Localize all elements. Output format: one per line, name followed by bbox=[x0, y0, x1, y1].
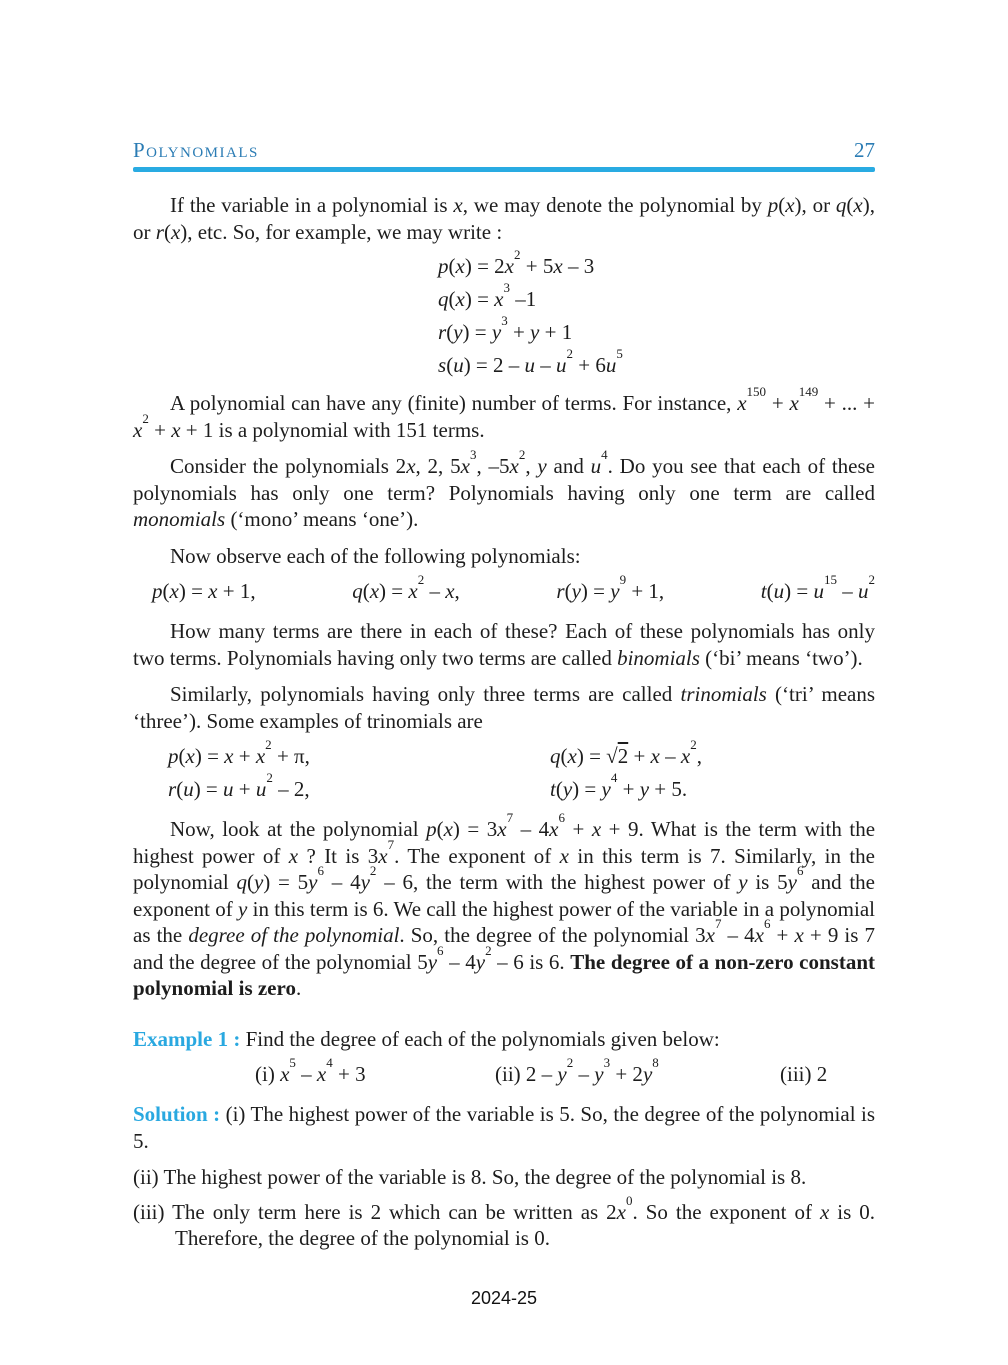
solution-paragraph-iii: (iii) The only term here is 2 which can be written as $2x^0$. So the exponent of x is 0. Therefore, the degree of the polynomial is 0. bbox=[133, 1192, 875, 1250]
equation-line: $q(x) = x^3$ –1 bbox=[438, 280, 537, 311]
trinomial-row bbox=[133, 770, 875, 806]
equation-row-binomials bbox=[133, 572, 875, 608]
body-paragraph-degree: Now, look at the polynomial $p(x) = 3x^7 - 4x^6 + x + 9$. What is the term with the highest power of x ? It is $3x^7$. The exponent of x in this term is 7. Similarly, in the polynomial $q(y) = 5y^6 - 4y^2 - 6$, the term with the highest power of y is $5y^6$ and the exponent of y in this term is 6. We call the highest power of the variable in a polynomial as the degree of the polynomial. So, the degree of the polynomial $3x^7 - 4x^6 + x + 9$ is 7 and the degree of the polynomial $5y^6 - 4y^2 - 6$ is 6. The degree of a non-zero constant polynomial is zero. bbox=[133, 810, 876, 1000]
example-items-row bbox=[133, 1055, 875, 1091]
body-paragraph-observe: Now observe each of the following polynomials: bbox=[170, 543, 581, 568]
solution-paragraph-ii: (ii) The highest power of the variable is 8. So, the degree of the polynomial is 8. bbox=[133, 1165, 807, 1189]
equation-item: $q(x) = x^2 - x$, bbox=[352, 572, 460, 603]
equation-line: $r(y) = y^3 + y + 1$ bbox=[438, 313, 573, 344]
solution-paragraph bbox=[133, 1101, 875, 1154]
session-year: 2024-25 bbox=[470, 1288, 538, 1308]
equation-line: $p(x) = 2x^2 + 5x - 3$ bbox=[438, 247, 595, 278]
body-paragraph-monomials: Consider the polynomials 2x, 2, $5x^3$, $-5x^2$, y and $u^4$. Do you see that each of these polynomials has only one term? Polynomials having only one term are called monomials (‘mono’ means ‘one’). bbox=[133, 447, 876, 531]
header-divider bbox=[133, 167, 875, 172]
trinomial-cell: $p(x) = x + x^2 + \pi$, bbox=[168, 737, 310, 768]
solution-text: (i) The highest power of the variable is 5. So, the degree of the polynomial is 5. bbox=[133, 1102, 875, 1153]
equation-item: $t(u) = u^{15} - u^2$ bbox=[760, 572, 875, 603]
trinomial-cell: $q(x) = √2 + x - x^2$, bbox=[550, 737, 702, 768]
example-item-i: (i) $x^5 - x^4 + 3$ bbox=[255, 1055, 366, 1086]
trinomial-row bbox=[133, 737, 875, 773]
trinomial-cell: $t(y) = y^4 + y + 5$. bbox=[550, 770, 688, 801]
page-number: 27 bbox=[854, 138, 875, 162]
equation-item: p(x) = x + 1, bbox=[152, 579, 256, 603]
page-header bbox=[133, 138, 875, 163]
example-label: Example 1 : bbox=[133, 1026, 241, 1051]
solution-label: Solution : bbox=[133, 1102, 221, 1126]
example-item-iii: (iii) 2 bbox=[780, 1062, 828, 1086]
body-paragraph-intro: If the variable in a polynomial is x, we may denote the polynomial by p(x), or q(x), or r(x), etc. So, for example, we may write : bbox=[133, 193, 875, 244]
trinomial-cell: $r(u) = u + u^2 - 2$, bbox=[168, 770, 310, 801]
body-paragraph-binomials: How many terms are there in each of these? Each of these polynomials has only two terms. Polynomials having only two terms are called binomials (‘bi’ means ‘two’). bbox=[133, 619, 875, 670]
example-text: Find the degree of each of the polynomials given below: bbox=[245, 1026, 720, 1051]
body-paragraph-finite-terms: A polynomial can have any (finite) number of terms. For instance, $x^{150} + x^{149}$ + ... + $x^2 + x + 1$ is a polynomial with 151 terms. bbox=[133, 384, 876, 442]
running-title: Polynomials bbox=[133, 138, 259, 162]
example-heading bbox=[133, 1026, 875, 1053]
equation-block bbox=[438, 247, 875, 382]
body-paragraph-trinomials: Similarly, polynomials having only three terms are called trinomials (‘tri’ means ‘three’). Some examples of trinomials are bbox=[133, 682, 876, 733]
equation-line: $s(u) = 2 - u - u^2 + 6u^5$ bbox=[438, 346, 623, 377]
page-footer bbox=[0, 1288, 1008, 1309]
trinomial-examples bbox=[133, 737, 875, 806]
equation-item: $r(y) = y^9 + 1$, bbox=[556, 572, 665, 603]
page-content bbox=[133, 0, 875, 1252]
example-item-ii: (ii) $2 - y^2 - y^3 + 2y^8$ bbox=[495, 1055, 659, 1086]
